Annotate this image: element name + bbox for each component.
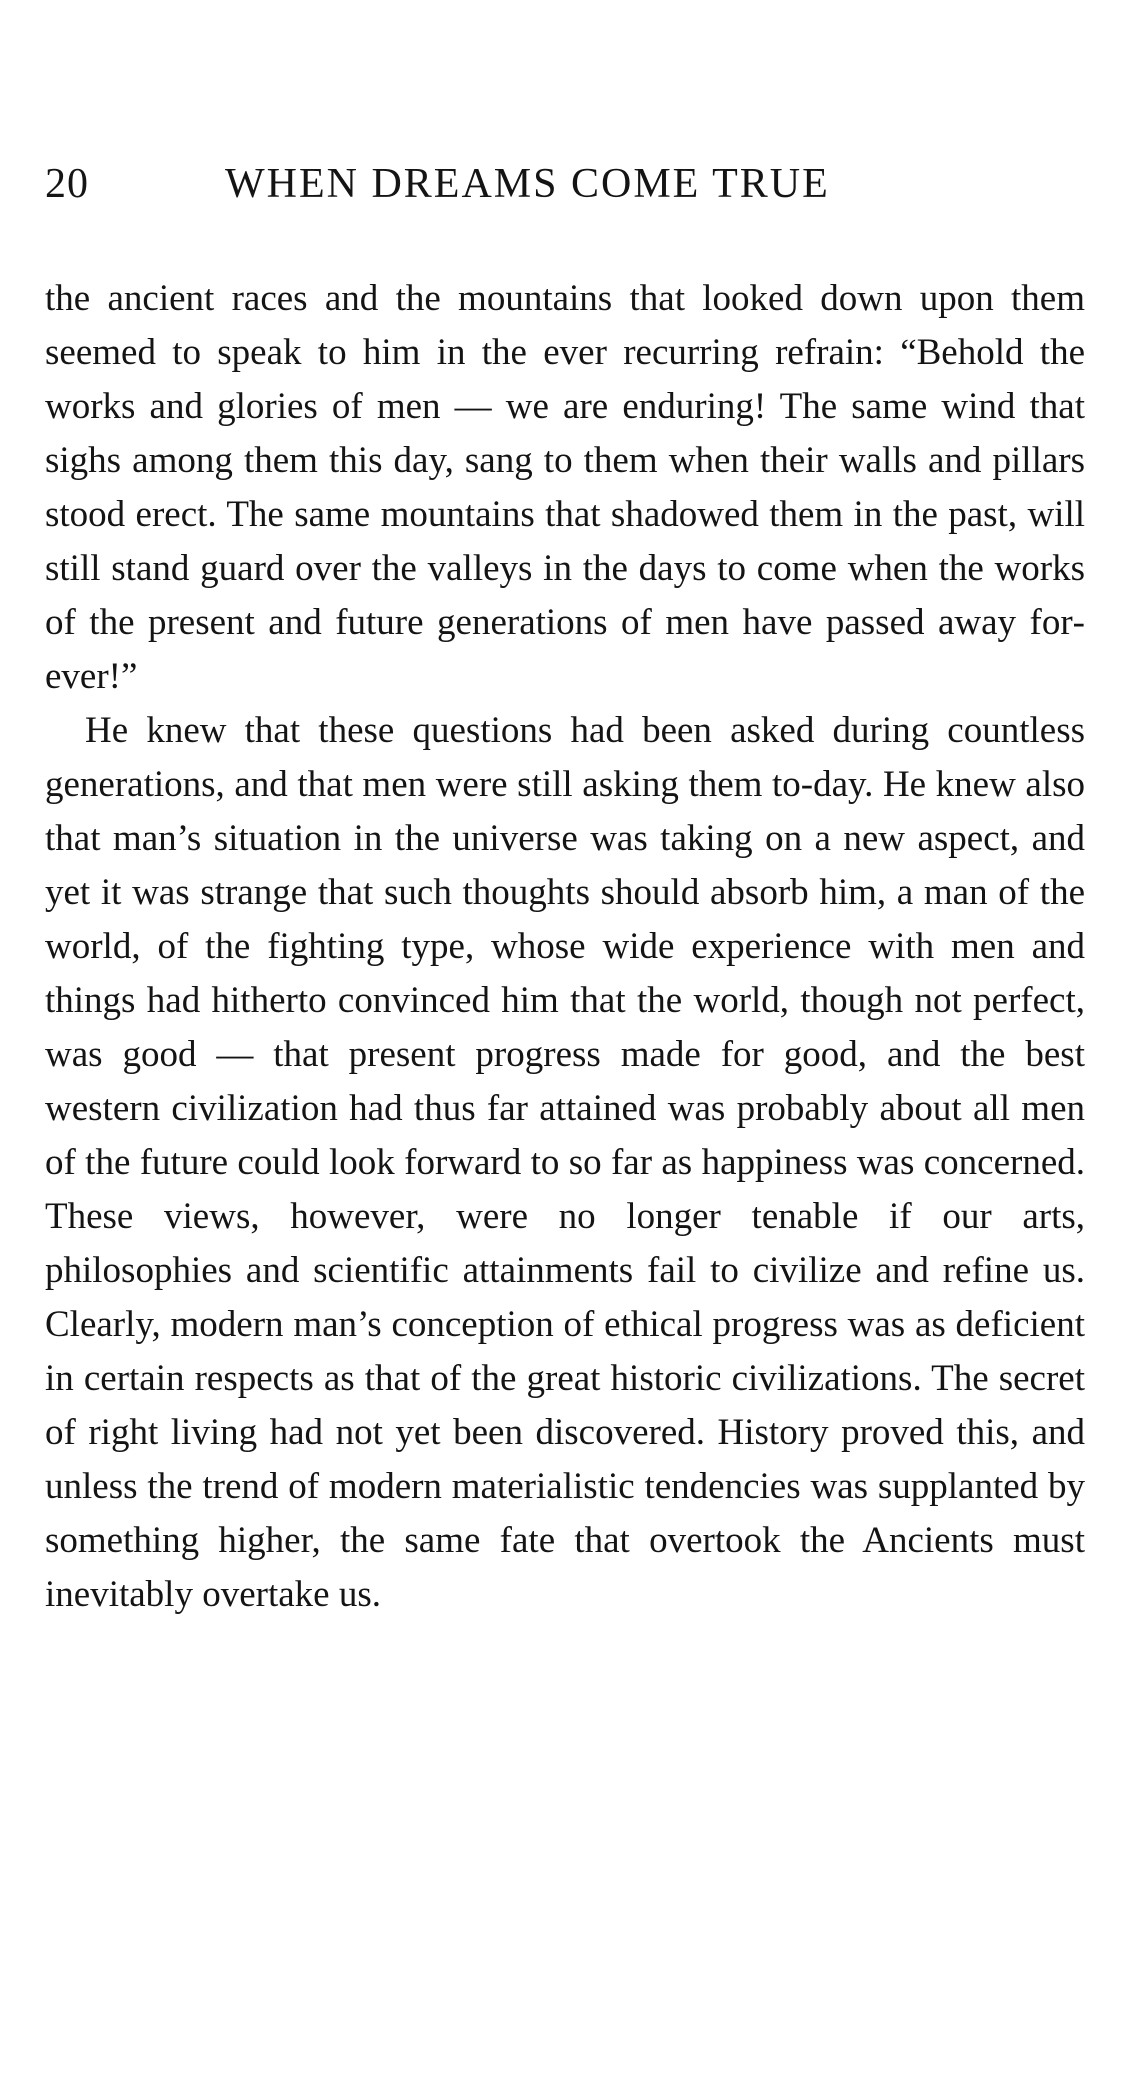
body-text: [45, 272, 1085, 1622]
paragraph: He knew that these questions had been asked during countless generations, and that men were still asking them to-day. He knew also that man’s situation in the universe was taking on a new aspect, and yet it was strange that such thoughts should absorb him, a man of the world, of the fighting type, whose wide experience with men and things had hitherto convinced him that the world, though not perfect, was good — that present progress made for good, and the best western civilization had thus far attained was probably about all men of the future could look forward to so far as happiness was concerned. These views, however, were no longer tenable if our arts, philosophies and scientific attainments fail to civilize and refine us. Clearly, modern man’s conception of ethical progress was as deficient in certain respects as that of the great historic civilizations. The secret of right living had not yet been discovered. History proved this, and unless the trend of modern materialistic tendencies was supplanted by something higher, the same fate that overtook the Ancients must inevitably overtake us.: [45, 710, 1085, 1615]
running-header: [45, 160, 1085, 220]
paragraph-continued: the ancient races and the mountains that looked down upon them seemed to speak to him in the ever recurring refrain: “Behold the works and glories of men — we are enduring! The same wind that sighs among them this day, sang to them when their walls and pillars stood erect. The same mountains that shadowed them in the past, will still stand guard over the valleys in the days to come when the works of the present and future generations of men have passed away forever!”: [45, 278, 1085, 697]
book-page: [45, 160, 1085, 1622]
page-number: 20: [45, 161, 89, 207]
running-title: WHEN DREAMS COME TRUE: [225, 161, 830, 207]
